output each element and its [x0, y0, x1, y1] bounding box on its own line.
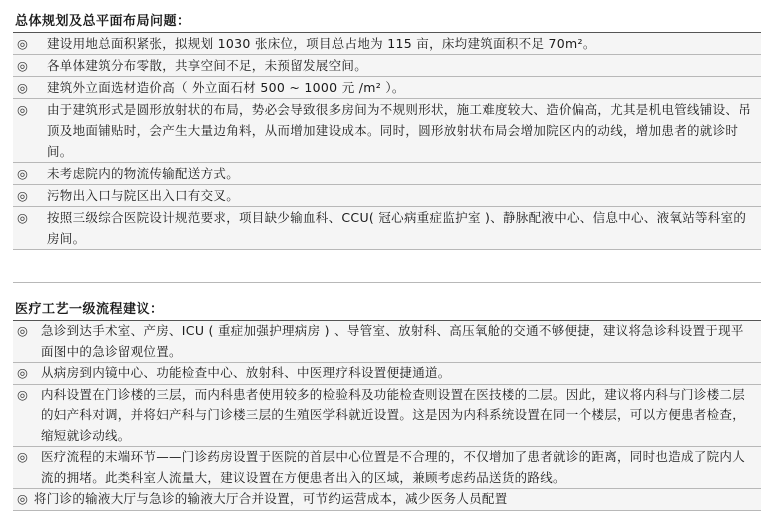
bullet-icon: ◎ [17, 365, 28, 380]
list-item [13, 33, 761, 55]
bullet-icon: ◎ [17, 36, 28, 51]
list-item [13, 489, 761, 511]
list-item [13, 363, 761, 385]
bullet-icon: ◎ [17, 449, 28, 464]
item-text: 污物出入口与院区出入口有交叉。 [47, 188, 240, 203]
list-item [13, 385, 761, 448]
list-item [13, 185, 761, 207]
list-item [13, 55, 761, 77]
list-item [13, 447, 761, 489]
section-divider [13, 282, 761, 283]
section-title: 医疗工艺一级流程建议： [13, 300, 761, 321]
bullet-icon: ◎ [17, 323, 28, 338]
item-text: 从病房到内镜中心、功能检查中心、放射科、中医理疗科设置便捷通道。 [41, 365, 451, 380]
bullet-icon: ◎ [17, 80, 28, 95]
item-text: 未考虑院内的物流传输配送方式。 [47, 166, 240, 181]
bullet-icon: ◎ [17, 188, 28, 203]
item-text: 内科设置在门诊楼的三层，而内科患者使用较多的检验科及功能检查则设置在医技楼的二层。因此，建议将内科与门诊楼二层的妇产科对调，并将妇产科与门诊楼三层的生殖医学科就近设置。这是因为内科系统设置在同一个楼层，可以方便患者检查，缩短就诊动线。 [41, 386, 746, 443]
item-text: 由于建筑形式是圆形放射状的布局，势必会导致很多房间为不规则形状，施工难度较大、造价偏高，尤其是机电管线铺设、吊顶及地面铺贴时，会产生大量边角料，从而增加建设成本。同时，圆形放射状布局会增加院区内的动线，增加患者的就诊时间。 [47, 102, 752, 159]
section-medical-process [13, 300, 761, 511]
item-text: 急诊到达手术室、产房、ICU ( 重症加强护理病房 ) 、导管室、放射科、高压氧舱的交通不够便捷，建议将急诊科设置于现平面图中的急诊留观位置。 [41, 323, 744, 359]
item-text: 医疗流程的末端环节——门诊药房设置于医院的首层中心位置是不合理的，不仅增加了患者就诊的距离，同时也造成了院内人流的拥堵。此类科室人流量大，建议设置在方便患者出入的区域，兼顾考虑药品送货的路线。 [41, 449, 746, 485]
bullet-icon: ◎ [17, 166, 28, 181]
list-item [13, 99, 761, 163]
item-text: 将门诊的输液大厅与急诊的输液大厅合并设置，可节约运营成本，减少医务人员配置 [33, 491, 508, 506]
bullet-icon: ◎ [17, 58, 28, 73]
item-text: 按照三级综合医院设计规范要求，项目缺少输血科、CCU( 冠心病重症监护室 )、静脉配液中心、信息中心、液氧站等科室的房间。 [47, 210, 747, 246]
list-item [13, 163, 761, 185]
list-item [13, 321, 761, 363]
list-item [13, 207, 761, 250]
bullet-icon: ◎ [17, 210, 28, 225]
bullet-icon: ◎ [17, 491, 28, 506]
bullet-icon: ◎ [17, 386, 28, 402]
section-overall-planning [13, 12, 761, 250]
item-text: 建筑外立面选材造价高（ 外立面石材 500 ~ 1000 元 /m² ）。 [47, 80, 405, 95]
item-text: 各单体建筑分布零散，共享空间不足，未预留发展空间。 [47, 58, 368, 73]
bullet-icon: ◎ [17, 102, 28, 117]
section-title: 总体规划及总平面布局问题： [13, 12, 761, 33]
item-text: 建设用地总面积紧张，拟规划 1030 张床位，项目总占地为 115 亩，床均建筑面积不足 70m²。 [47, 36, 596, 51]
list-item [13, 77, 761, 99]
